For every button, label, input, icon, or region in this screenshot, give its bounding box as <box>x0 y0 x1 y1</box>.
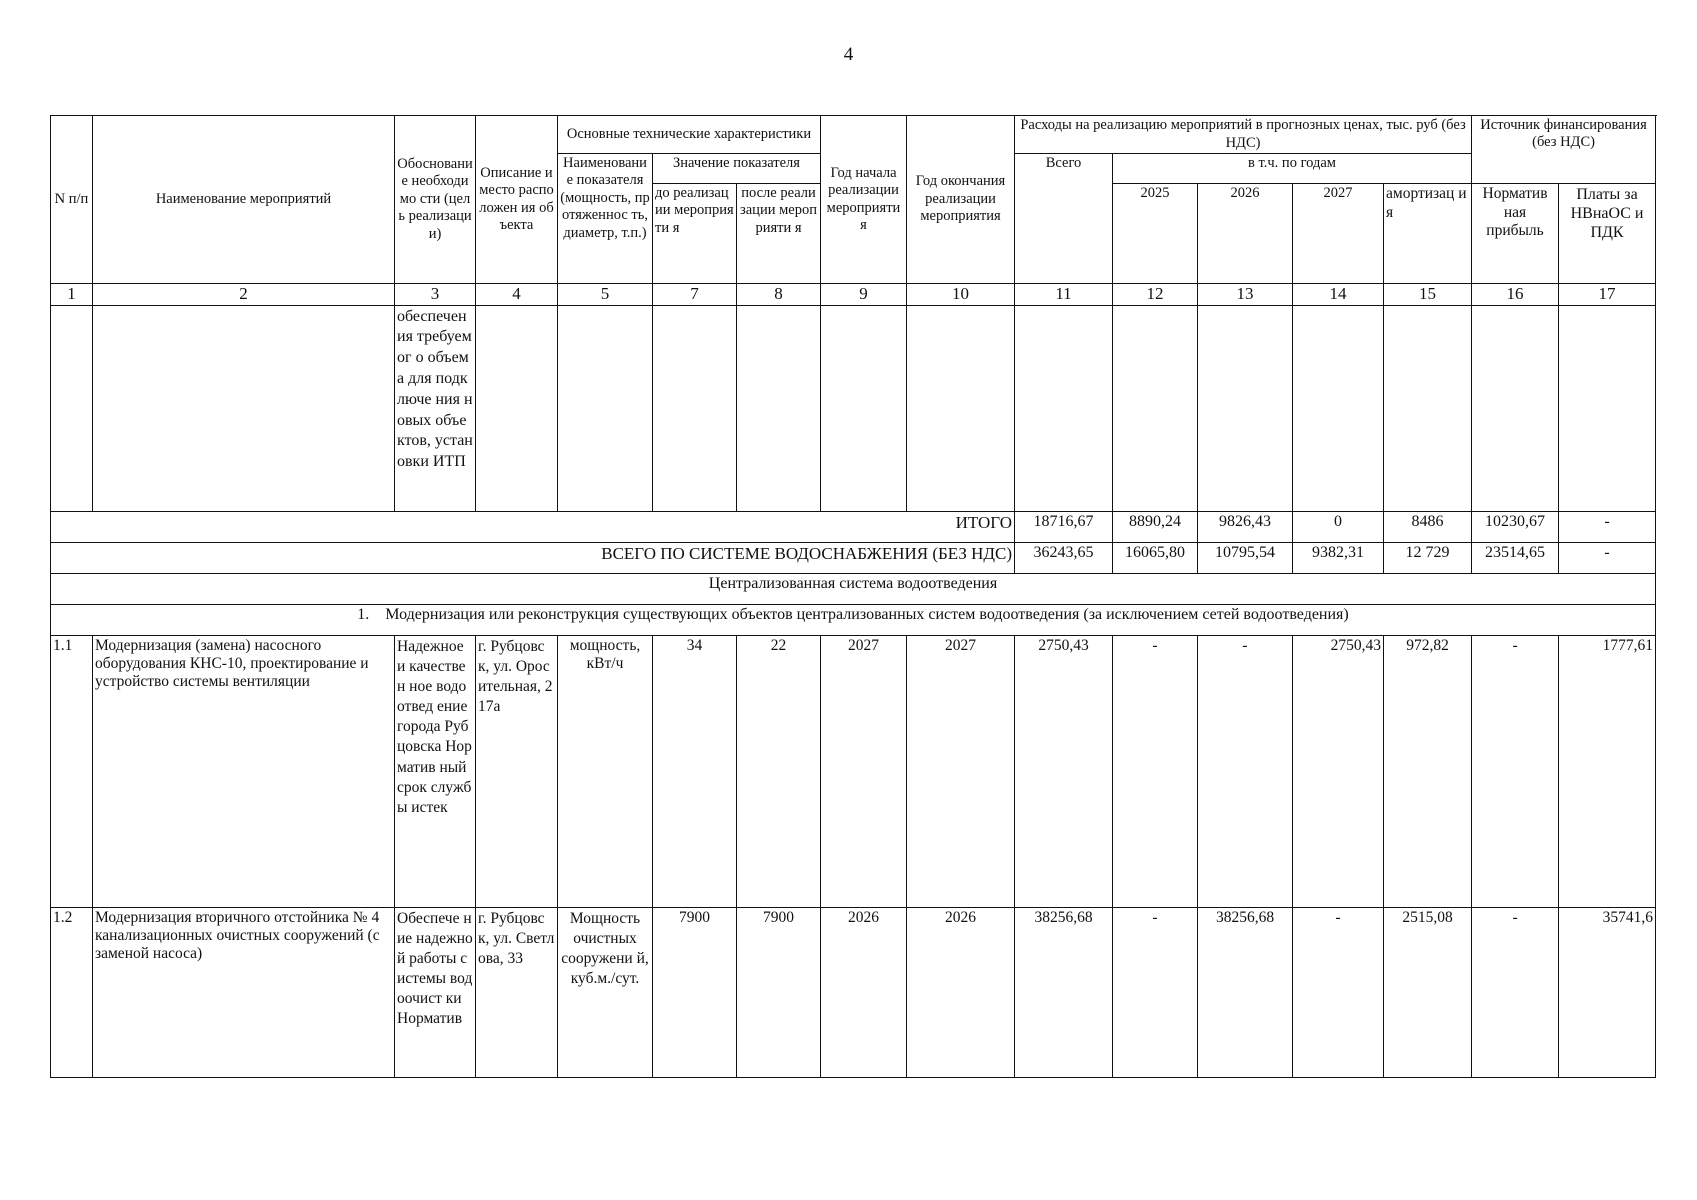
column-number: 13 <box>1198 284 1293 306</box>
row-number: 1.1 <box>51 635 93 907</box>
row-year-start: 2027 <box>821 635 907 907</box>
row-2025: - <box>1113 907 1198 1077</box>
row-year-end: 2027 <box>907 635 1015 907</box>
header-name: Наименование мероприятий <box>93 116 395 284</box>
row-fees: 1777,61 <box>1559 635 1656 907</box>
column-number: 14 <box>1293 284 1384 306</box>
vsego-profit: 23514,65 <box>1472 542 1559 573</box>
row-justification: Обеспече ние надежной работы системы водоочист ки Норматив <box>395 907 476 1077</box>
header-fees: Платы за НВнаОС и ПДК <box>1559 184 1656 284</box>
vsego-2027: 9382,31 <box>1293 542 1384 573</box>
row-location: г. Рубцовск, ул. Светлова, 33 <box>476 907 558 1077</box>
row-year-start: 2026 <box>821 907 907 1077</box>
row-number: 1.2 <box>51 907 93 1077</box>
header-costs-group: Расходы на реализацию мероприятий в прогнозных ценах, тыс. руб (без НДС) <box>1015 116 1472 154</box>
header-description: Описание и место расположен ия объекта <box>476 116 558 284</box>
row-location: г. Рубцовск, ул. Оросительная, 217а <box>476 635 558 907</box>
itogo-row <box>51 511 1656 542</box>
header-normative-profit: Норматив ная прибыль <box>1472 184 1559 284</box>
vsego-fees: - <box>1559 542 1656 573</box>
column-number: 16 <box>1472 284 1559 306</box>
row-2025: - <box>1113 635 1198 907</box>
row-profit: - <box>1472 907 1559 1077</box>
system-title: Централизованная система водоотведения <box>51 573 1656 604</box>
vsego-label: ВСЕГО ПО СИСТЕМЕ ВОДОСНАБЖЕНИЯ (БЕЗ НДС) <box>51 542 1015 573</box>
itogo-amortization: 8486 <box>1384 511 1472 542</box>
header-indicator-value: Значение показателя <box>653 154 821 184</box>
vsego-row <box>51 542 1656 573</box>
row-2027: 2750,43 <box>1293 635 1384 907</box>
header-amortization: амортизац ия <box>1384 184 1472 284</box>
itogo-2027: 0 <box>1293 511 1384 542</box>
itogo-label: ИТОГО <box>51 511 1015 542</box>
header-justification: Обосновани е необходимо сти (цель реализации) <box>395 116 476 284</box>
column-number: 10 <box>907 284 1015 306</box>
column-number: 17 <box>1559 284 1656 306</box>
vsego-2025: 16065,80 <box>1113 542 1198 573</box>
row-name: Модернизация (замена) насосного оборудования КНС-10, проектирование и устройство системы вентиляции <box>93 635 395 907</box>
row-after: 22 <box>737 635 821 907</box>
column-number: 1 <box>51 284 93 306</box>
row-before: 34 <box>653 635 737 907</box>
column-number: 2 <box>93 284 395 306</box>
continuation-justification: обеспечен ия требуемог о объема для подключе ния новых объектов, установки ИТП <box>395 305 476 511</box>
vsego-total: 36243,65 <box>1015 542 1113 573</box>
row-indicator: Мощность очистных сооружени й, куб.м./сут. <box>558 907 653 1077</box>
itogo-2025: 8890,24 <box>1113 511 1198 542</box>
investment-program-table <box>50 115 1656 1078</box>
column-number: 3 <box>395 284 476 306</box>
row-amortization: 972,82 <box>1384 635 1472 907</box>
page-number: 4 <box>843 44 854 65</box>
row-profit: - <box>1472 635 1559 907</box>
row-before: 7900 <box>653 907 737 1077</box>
header-before: до реализации мероприяти я <box>653 184 737 284</box>
header-indicator-name: Наименовани е показателя (мощность, протяженнос ть, диаметр, т.п.) <box>558 154 653 284</box>
itogo-fees: - <box>1559 511 1656 542</box>
continuation-row <box>51 305 1656 511</box>
header-year-end: Год окончания реализации мероприятия <box>907 116 1015 284</box>
row-year-end: 2026 <box>907 907 1015 1077</box>
column-number: 7 <box>653 284 737 306</box>
header-after: после реализации мероприяти я <box>737 184 821 284</box>
row-2027: - <box>1293 907 1384 1077</box>
column-number: 8 <box>737 284 821 306</box>
row-total: 38256,68 <box>1015 907 1113 1077</box>
row-2026: 38256,68 <box>1198 907 1293 1077</box>
row-total: 2750,43 <box>1015 635 1113 907</box>
itogo-profit: 10230,67 <box>1472 511 1559 542</box>
row-fees: 35741,6 <box>1559 907 1656 1077</box>
header-total: Всего <box>1015 154 1113 284</box>
header-2027: 2027 <box>1293 184 1384 284</box>
section-title: 1. Модернизация или реконструкция существующих объектов централизованных систем водоотведения (за исключением сетей водоотведения) <box>51 604 1656 635</box>
vsego-2026: 10795,54 <box>1198 542 1293 573</box>
header-year-start: Год начала реализации мероприяти я <box>821 116 907 284</box>
row-justification: Надежное и качествен ное водоотвед ение города Рубцовска Норматив ный срок службы истек <box>395 635 476 907</box>
itogo-2026: 9826,43 <box>1198 511 1293 542</box>
header-tech-group: Основные технические характеристики <box>558 116 821 154</box>
table-row <box>51 907 1656 1077</box>
row-indicator: мощность, кВт/ч <box>558 635 653 907</box>
vsego-amortization: 12 729 <box>1384 542 1472 573</box>
column-number: 5 <box>558 284 653 306</box>
itogo-total: 18716,67 <box>1015 511 1113 542</box>
row-name: Модернизация вторичного отстойника № 4 канализационных очистных сооружений (с заменой насоса) <box>93 907 395 1077</box>
column-number: 9 <box>821 284 907 306</box>
row-after: 7900 <box>737 907 821 1077</box>
row-amortization: 2515,08 <box>1384 907 1472 1077</box>
column-number: 11 <box>1015 284 1113 306</box>
header-2026: 2026 <box>1198 184 1293 284</box>
column-number: 12 <box>1113 284 1198 306</box>
header-2025: 2025 <box>1113 184 1198 284</box>
column-number: 15 <box>1384 284 1472 306</box>
column-number: 4 <box>476 284 558 306</box>
header-by-years: в т.ч. по годам <box>1113 154 1472 184</box>
table-row <box>51 635 1656 907</box>
header-n: N п/п <box>51 116 93 284</box>
row-2026: - <box>1198 635 1293 907</box>
header-source-group: Источник финансирования (без НДС) <box>1472 116 1656 184</box>
